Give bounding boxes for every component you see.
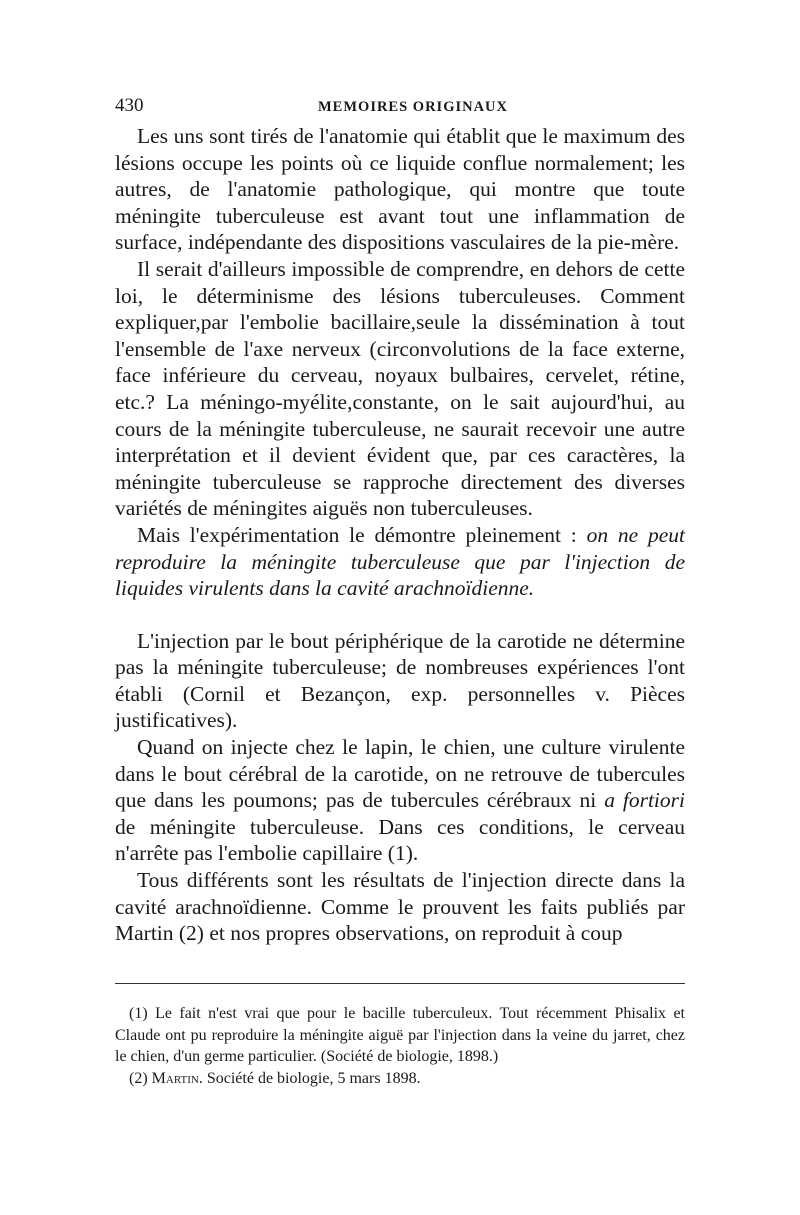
paragraph-4: L'injection par le bout périphérique de la carotide ne détermine pas la méningite tuberculeuse; de nombreuses expériences l'ont établi (Cornil et Bezançon, exp. personnelles v. Pièces justificatives). — [115, 628, 685, 733]
paragraph-2: Il serait d'ailleurs impossible de comprendre, en dehors de cette loi, le déterminisme des lésions tuberculeuses. Comment expliquer,par l'embolie bacillaire,seule la dissémination à tout l'ensemble de l'axe nerveux (circonvolutions de la face externe, face inférieure du cerveau, noyaux bulbaires, cervelet, rétine, etc.? La méningo-myélite,constante, on le sait aujourd'hui, au cours de la méningite tuberculeuse, ne saurait recevoir une autre interprétation et il devient évident que, par ces caractères, la méningite tuberculeuse se rapproche directement des diverses variétés de méningites aiguës non tuberculeuses. — [115, 256, 685, 521]
body-text — [115, 123, 685, 947]
paragraph-5-text-a: Quand on injecte chez le lapin, le chien, une culture virulente dans le bout cérébral de la carotide, on ne retrouve de tubercules que dans les poumons; pas de tubercules cérébraux ni — [115, 735, 685, 813]
footnote-2 — [115, 1068, 685, 1090]
paragraph-1: Les uns sont tirés de l'anatomie qui établit que le maximum des lésions occupe les points où ce liquide conflue normalement; les autres, de l'anatomie pathologique, qui montre que toute méningite tuberculeuse est avant tout une inflammation de surface, indépendante des dispositions vasculaires de la pie-mère. — [115, 124, 685, 255]
page-header — [115, 95, 685, 123]
running-head: MEMOIRES ORIGINAUX — [318, 99, 508, 115]
footnotes — [115, 1003, 685, 1089]
footnote-2-number: (2) — [129, 1069, 148, 1087]
paragraph-3-italic: on ne peut reproduire la méningite tuberculeuse que par l'injection de liquides virulents dans la cavité arachnoïdienne. — [115, 522, 686, 601]
footnote-rule — [115, 983, 685, 984]
paragraph-3-text: Mais l'expérimentation le démontre pleinement : — [137, 522, 577, 547]
footnote-2-text: . Société de biologie, 5 mars 1898. — [198, 1069, 421, 1087]
footnote-1: (1) Le fait n'est vrai que pour le bacille tuberculeux. Tout récemment Phisalix et Claude ont pu reproduire la méningite aiguë par l'injection dans la veine du jarret, chez le chien, d'un germe particulier. (Société de biologie, 1898.) — [115, 1005, 685, 1065]
paragraph-6: Tous différents sont les résultats de l'injection directe dans la cavité arachnoïdienne. Comme le prouvent les faits publiés par Martin (2) et nos propres observations, on reproduit à coup — [115, 868, 685, 946]
page-number: 430 — [115, 95, 144, 116]
paragraph-3 — [115, 522, 685, 602]
paragraph-5-text-b: de méningite tuberculeuse. Dans ces conditions, le cerveau n'arrête pas l'embolie capillaire (1). — [115, 814, 685, 866]
footnote-2-author: Martin — [151, 1069, 199, 1087]
page — [115, 95, 685, 947]
paragraph-5-italic: a fortiori — [604, 788, 685, 813]
paragraph-5 — [115, 734, 685, 867]
